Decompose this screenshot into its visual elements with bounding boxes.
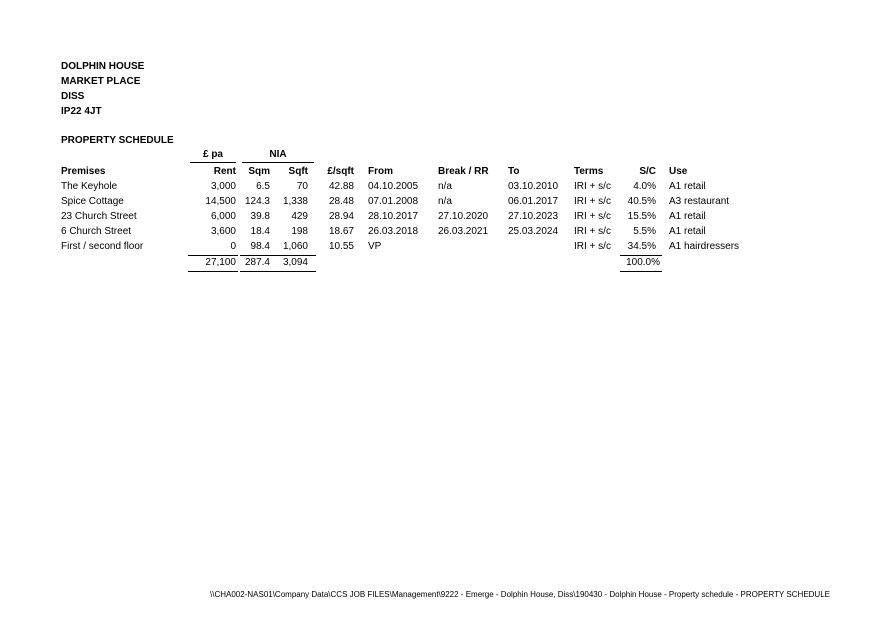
sqm-cell: 124.3 [244, 196, 270, 207]
sqm-cell: 6.5 [256, 181, 270, 192]
nia-group-underline [242, 162, 314, 163]
per-sqft-cell: 18.67 [328, 226, 354, 237]
premises-cell: 6 Church Street [61, 226, 132, 237]
rent-cell: 3,600 [210, 226, 236, 237]
sc-cell: 15.5% [627, 211, 656, 222]
sqft-cell: 1,060 [282, 241, 308, 252]
rent-group-underline [190, 162, 236, 163]
rent-cell: 6,000 [210, 211, 236, 222]
rent-cell: 0 [230, 241, 236, 252]
terms-cell: IRI + s/c [574, 196, 611, 207]
col-header-sqm: Sqm [248, 166, 270, 177]
sc-cell: 34.5% [627, 241, 656, 252]
col-header-break: Break / RR [438, 166, 489, 177]
col-header-to: To [508, 166, 520, 177]
to-cell: 27.10.2023 [508, 211, 559, 222]
sc-cell: 5.5% [633, 226, 656, 237]
address-postcode: IP22 4JT [61, 106, 102, 117]
premises-cell: First / second floor [61, 241, 144, 252]
property-address [61, 59, 144, 119]
totals-rule-area [240, 255, 316, 256]
col-header-use: Use [669, 166, 688, 177]
sc-cell: 4.0% [633, 181, 656, 192]
use-cell: A1 retail [669, 211, 706, 222]
per-sqft-cell: 28.94 [328, 211, 354, 222]
per-sqft-cell: 28.48 [328, 196, 354, 207]
sqft-cell: 70 [296, 181, 308, 192]
from-cell: 26.03.2018 [368, 226, 419, 237]
sqft-cell: 198 [291, 226, 308, 237]
total-sc: 100.0% [626, 257, 660, 268]
totals-rule-rent [188, 255, 238, 256]
address-line-2: MARKET PLACE [61, 76, 141, 87]
sqft-cell: 429 [291, 211, 308, 222]
premises-cell: 23 Church Street [61, 211, 137, 222]
col-header-terms: Terms [574, 166, 604, 177]
per-sqft-cell: 42.88 [328, 181, 354, 192]
premises-cell: The Keyhole [61, 181, 118, 192]
terms-cell: IRI + s/c [574, 241, 611, 252]
rent-group-header: £ pa [202, 149, 223, 160]
terms-cell: IRI + s/c [574, 211, 611, 222]
to-cell: 06.01.2017 [508, 196, 559, 207]
total-sqm: 287.4 [244, 257, 270, 268]
from-cell: 28.10.2017 [368, 211, 419, 222]
use-cell: A1 hairdressers [669, 241, 740, 252]
col-header-rent: Rent [213, 166, 236, 177]
break-cell: n/a [438, 196, 452, 207]
total-sqft: 3,094 [282, 257, 308, 268]
footer-file-path: \\CHA002-NAS01\Company Data\CCS JOB FILES\Management\9222 - Emerge - Dolphin House, Diss\190430 - Dolphin House - Property schedule - PROPERTY SCHEDULE [210, 590, 830, 599]
schedule-title: PROPERTY SCHEDULE [61, 135, 174, 146]
rent-cell: 14,500 [205, 196, 236, 207]
sqm-cell: 39.8 [250, 211, 270, 222]
break-cell: n/a [438, 181, 452, 192]
address-line-1: DOLPHIN HOUSE [61, 61, 145, 72]
terms-cell: IRI + s/c [574, 181, 611, 192]
sqm-cell: 18.4 [250, 226, 270, 237]
totals-rule-sc [620, 255, 662, 256]
use-cell: A1 retail [669, 181, 706, 192]
break-cell: 26.03.2021 [438, 226, 489, 237]
sc-cell: 40.5% [627, 196, 656, 207]
use-cell: A1 retail [669, 226, 706, 237]
col-header-sqft: Sqft [288, 166, 308, 177]
to-cell: 03.10.2010 [508, 181, 559, 192]
sqft-cell: 1,338 [282, 196, 308, 207]
address-line-3: DISS [61, 91, 85, 102]
from-cell: 04.10.2005 [368, 181, 419, 192]
totals-bottom-rule-sc [620, 271, 662, 272]
rent-cell: 3,000 [210, 181, 236, 192]
nia-group-header: NIA [269, 149, 287, 160]
terms-cell: IRI + s/c [574, 226, 611, 237]
total-rent: 27,100 [205, 257, 236, 268]
to-cell: 25.03.2024 [508, 226, 559, 237]
from-cell: 07.01.2008 [368, 196, 419, 207]
use-cell: A3 restaurant [669, 196, 730, 207]
col-header-from: From [368, 166, 393, 177]
col-header-per-sqft: £/sqft [327, 166, 354, 177]
totals-bottom-rule-area [240, 271, 316, 272]
totals-bottom-rule-rent [188, 271, 238, 272]
from-cell: VP [368, 241, 382, 252]
col-header-premises: Premises [61, 166, 106, 177]
sqm-cell: 98.4 [250, 241, 270, 252]
col-header-sc: S/C [639, 166, 656, 177]
premises-cell: Spice Cottage [61, 196, 124, 207]
per-sqft-cell: 10.55 [328, 241, 354, 252]
break-cell: 27.10.2020 [438, 211, 489, 222]
